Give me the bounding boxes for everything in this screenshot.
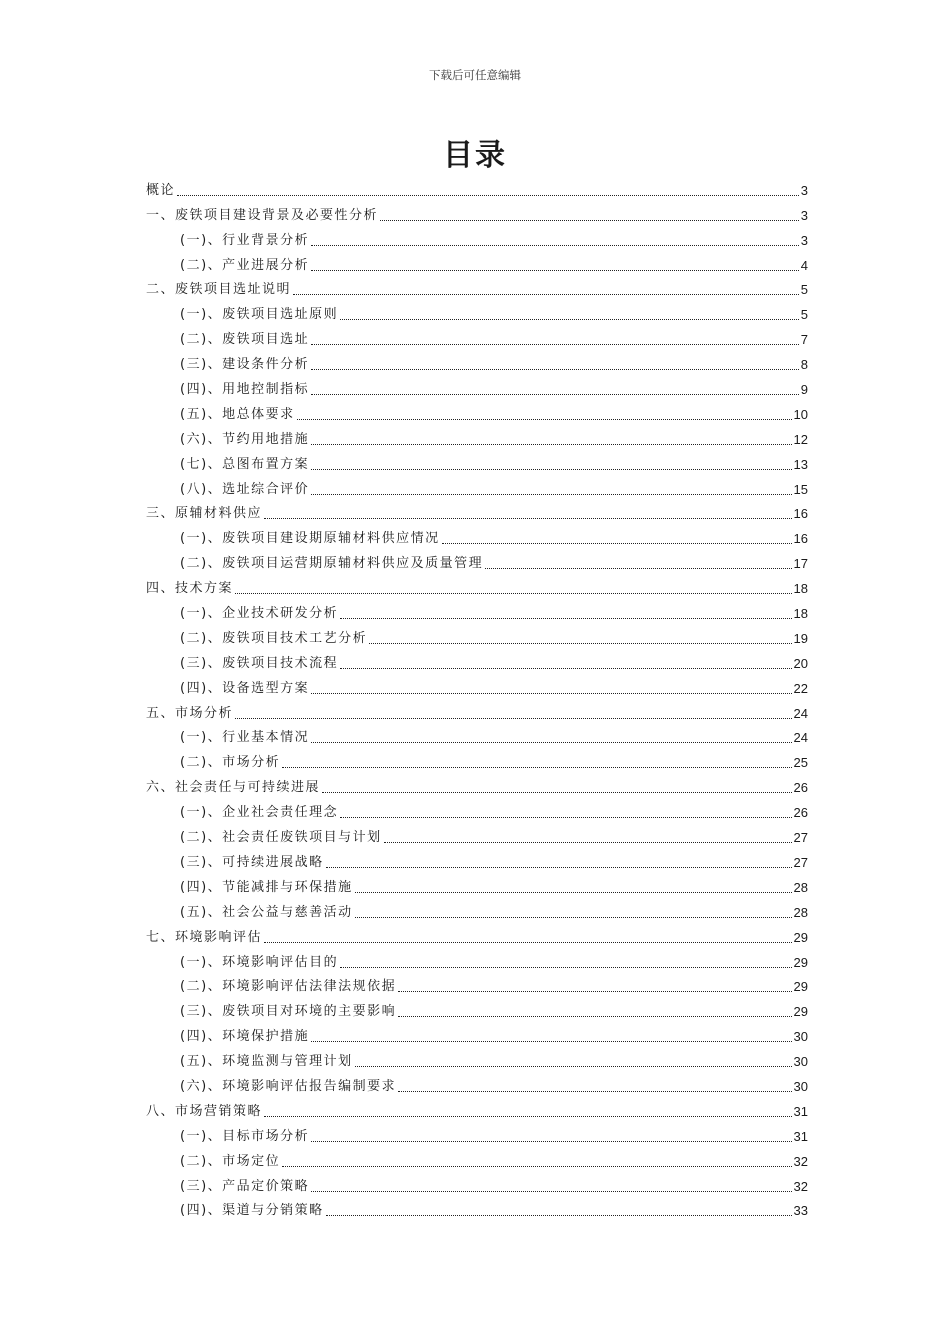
- toc-dot-leader: [340, 817, 791, 818]
- toc-dot-leader: [384, 842, 792, 843]
- toc-dot-leader: [340, 319, 799, 320]
- toc-entry-label: (一)、企业社会责任理念: [180, 805, 339, 821]
- toc-entry-page: 26: [793, 805, 808, 821]
- toc-entry[interactable]: [146, 1120, 808, 1145]
- toc-entry-label: (二)、市场定位: [180, 1153, 281, 1169]
- toc-entry-label: (二)、社会责任废铁项目与计划: [180, 830, 382, 846]
- toc-entry[interactable]: [146, 1070, 808, 1095]
- toc-entry-page: 22: [793, 680, 808, 696]
- toc-entry[interactable]: [146, 971, 808, 996]
- toc-dot-leader: [355, 892, 792, 893]
- toc-entry-label: (四)、用地控制指标: [180, 382, 310, 398]
- toc-dot-leader: [311, 1191, 791, 1192]
- toc-dot-leader: [311, 469, 791, 470]
- toc-dot-leader: [264, 942, 792, 943]
- toc-entry-page: 30: [793, 1029, 808, 1045]
- toc-entry-page: 26: [793, 780, 808, 796]
- toc-dot-leader: [297, 419, 792, 420]
- toc-entry[interactable]: [146, 946, 808, 971]
- toc-entry-label: (一)、废铁项目选址原则: [180, 307, 339, 323]
- toc-entry[interactable]: [146, 298, 808, 323]
- toc-entry-page: 3: [800, 207, 808, 223]
- toc-entry[interactable]: [146, 746, 808, 771]
- toc-entry-page: 3: [800, 232, 808, 248]
- toc-entry-label: (八)、选址综合评价: [180, 481, 310, 497]
- toc-entry-label: (三)、废铁项目技术流程: [180, 655, 339, 671]
- toc-entry-page: 13: [793, 456, 808, 472]
- toc-entry[interactable]: [146, 921, 808, 946]
- toc-entry-label: 七、环境影响评估: [146, 929, 263, 945]
- toc-entry-label: (四)、设备选型方案: [180, 680, 310, 696]
- toc-entry[interactable]: [146, 348, 808, 373]
- toc-entry-page: 30: [793, 1078, 808, 1094]
- toc-dot-leader: [326, 1215, 792, 1216]
- toc-entry[interactable]: [146, 1095, 808, 1120]
- toc-entry-page: 24: [793, 730, 808, 746]
- toc-entry[interactable]: [146, 1145, 808, 1170]
- toc-entry[interactable]: [146, 572, 808, 597]
- toc-entry-page: 9: [800, 382, 808, 398]
- toc-entry-label: (五)、环境监测与管理计划: [180, 1054, 353, 1070]
- toc-dot-leader: [311, 494, 791, 495]
- toc-entry-page: 5: [800, 307, 808, 323]
- toc-entry-page: 8: [800, 357, 808, 373]
- toc-entry-page: 29: [793, 954, 808, 970]
- toc-dot-leader: [293, 294, 799, 295]
- toc-entry[interactable]: [146, 473, 808, 498]
- toc-entry-label: (四)、环境保护措施: [180, 1029, 310, 1045]
- toc-dot-leader: [235, 593, 792, 594]
- toc-entry-page: 30: [793, 1054, 808, 1070]
- toc-entry-label: (三)、可持续进展战略: [180, 854, 324, 870]
- toc-entry[interactable]: [146, 995, 808, 1020]
- toc-dot-leader: [355, 1066, 792, 1067]
- toc-dot-leader: [311, 394, 799, 395]
- toc-entry[interactable]: [146, 846, 808, 871]
- toc-entry-label: (七)、总图布置方案: [180, 456, 310, 472]
- toc-entry-page: 17: [793, 556, 808, 572]
- toc-entry[interactable]: [146, 821, 808, 846]
- toc-dot-leader: [340, 668, 791, 669]
- toc-entry[interactable]: [146, 697, 808, 722]
- toc-dot-leader: [398, 991, 791, 992]
- toc-entry-page: 10: [793, 406, 808, 422]
- toc-dot-leader: [355, 917, 792, 918]
- toc-entry[interactable]: [146, 1195, 808, 1220]
- toc-entry[interactable]: [146, 274, 808, 299]
- toc-entry-page: 33: [793, 1203, 808, 1219]
- toc-entry[interactable]: [146, 398, 808, 423]
- toc-entry-label: (一)、企业技术研发分析: [180, 606, 339, 622]
- toc-entry[interactable]: [146, 597, 808, 622]
- toc-entry-page: 15: [793, 481, 808, 497]
- toc-entry[interactable]: [146, 622, 808, 647]
- toc-entry[interactable]: [146, 522, 808, 547]
- toc-entry-label: (一)、行业基本情况: [180, 730, 310, 746]
- toc-dot-leader: [177, 195, 799, 196]
- toc-entry-label: (三)、建设条件分析: [180, 357, 310, 373]
- toc-entry-label: (六)、环境影响评估报告编制要求: [180, 1078, 397, 1094]
- toc-entry[interactable]: [146, 1045, 808, 1070]
- toc-entry-page: 28: [793, 879, 808, 895]
- toc-dot-leader: [380, 220, 799, 221]
- toc-entry-label: 五、市场分析: [146, 705, 234, 721]
- toc-dot-leader: [311, 344, 799, 345]
- toc-dot-leader: [311, 245, 799, 246]
- toc-entry-label: (一)、行业背景分析: [180, 232, 310, 248]
- toc-entry-page: 16: [793, 506, 808, 522]
- toc-entry-page: 32: [793, 1178, 808, 1194]
- toc-dot-leader: [311, 1141, 791, 1142]
- toc-entry-label: 一、废铁项目建设背景及必要性分析: [146, 207, 379, 223]
- toc-entry[interactable]: [146, 249, 808, 274]
- toc-entry[interactable]: [146, 647, 808, 672]
- toc-dot-leader: [340, 967, 791, 968]
- table-of-contents: [146, 174, 808, 1219]
- toc-dot-leader: [311, 369, 799, 370]
- toc-entry-label: (一)、废铁项目建设期原辅材料供应情况: [180, 531, 440, 547]
- toc-entry-label: 二、废铁项目选址说明: [146, 282, 292, 298]
- toc-entry-label: 四、技术方案: [146, 581, 234, 597]
- toc-entry-label: (四)、节能减排与环保措施: [180, 879, 353, 895]
- page-header: 下载后可任意编辑: [429, 68, 521, 82]
- toc-entry-label: (三)、废铁项目对环境的主要影响: [180, 1004, 397, 1020]
- toc-entry-label: 八、市场营销策略: [146, 1103, 263, 1119]
- toc-dot-leader: [311, 693, 791, 694]
- toc-entry-page: 31: [793, 1103, 808, 1119]
- toc-dot-leader: [311, 1041, 791, 1042]
- toc-entry[interactable]: [146, 672, 808, 697]
- toc-entry-page: 20: [793, 655, 808, 671]
- toc-dot-leader: [311, 270, 799, 271]
- toc-dot-leader: [485, 568, 791, 569]
- toc-entry-page: 5: [800, 282, 808, 298]
- toc-entry[interactable]: [146, 174, 808, 199]
- toc-entry-label: (五)、地总体要求: [180, 406, 295, 422]
- toc-dot-leader: [326, 867, 792, 868]
- toc-entry-page: 19: [793, 630, 808, 646]
- toc-dot-leader: [322, 792, 792, 793]
- toc-entry-label: (五)、社会公益与慈善活动: [180, 904, 353, 920]
- toc-dot-leader: [282, 767, 791, 768]
- toc-entry[interactable]: [146, 423, 808, 448]
- toc-entry-page: 29: [793, 929, 808, 945]
- toc-dot-leader: [340, 618, 791, 619]
- toc-entry[interactable]: [146, 896, 808, 921]
- toc-entry[interactable]: [146, 498, 808, 523]
- toc-entry-label: 三、原辅材料供应: [146, 506, 263, 522]
- toc-entry-page: 18: [793, 581, 808, 597]
- toc-entry-page: 24: [793, 705, 808, 721]
- toc-entry-page: 7: [800, 332, 808, 348]
- toc-entry-page: 18: [793, 606, 808, 622]
- toc-entry-label: (三)、产品定价策略: [180, 1178, 310, 1194]
- toc-entry-page: 27: [793, 854, 808, 870]
- toc-entry-label: (二)、产业进展分析: [180, 257, 310, 273]
- toc-entry[interactable]: [146, 323, 808, 348]
- toc-entry-label: (二)、环境影响评估法律法规依据: [180, 979, 397, 995]
- toc-entry-page: 31: [793, 1128, 808, 1144]
- toc-entry-label: (四)、渠道与分销策略: [180, 1203, 324, 1219]
- toc-entry-label: 六、社会责任与可持续进展: [146, 780, 321, 796]
- toc-entry-page: 27: [793, 830, 808, 846]
- toc-entry[interactable]: [146, 871, 808, 896]
- toc-entry-label: (二)、废铁项目选址: [180, 332, 310, 348]
- toc-dot-leader: [235, 718, 792, 719]
- toc-entry-label: 概论: [146, 182, 176, 198]
- toc-entry-label: (一)、目标市场分析: [180, 1128, 310, 1144]
- toc-entry[interactable]: [146, 1170, 808, 1195]
- toc-dot-leader: [311, 444, 791, 445]
- toc-dot-leader: [282, 1166, 791, 1167]
- toc-dot-leader: [398, 1016, 791, 1017]
- toc-entry[interactable]: [146, 722, 808, 747]
- toc-dot-leader: [369, 643, 791, 644]
- toc-entry-page: 29: [793, 1004, 808, 1020]
- toc-entry[interactable]: [146, 796, 808, 821]
- toc-entry-page: 25: [793, 755, 808, 771]
- toc-entry-label: (二)、市场分析: [180, 755, 281, 771]
- toc-entry-label: (二)、废铁项目技术工艺分析: [180, 630, 368, 646]
- page-title: 目录: [443, 138, 507, 173]
- toc-entry-label: (一)、环境影响评估目的: [180, 954, 339, 970]
- toc-entry[interactable]: [146, 373, 808, 398]
- toc-dot-leader: [264, 1116, 792, 1117]
- toc-entry-label: (二)、废铁项目运营期原辅材料供应及质量管理: [180, 556, 484, 572]
- toc-entry[interactable]: [146, 1020, 808, 1045]
- toc-entry[interactable]: [146, 547, 808, 572]
- toc-dot-leader: [264, 518, 792, 519]
- toc-dot-leader: [442, 543, 792, 544]
- toc-entry-page: 28: [793, 904, 808, 920]
- toc-entry-label: (六)、节约用地措施: [180, 431, 310, 447]
- toc-entry-page: 3: [800, 182, 808, 198]
- toc-entry-page: 12: [793, 431, 808, 447]
- toc-dot-leader: [311, 742, 791, 743]
- toc-entry-page: 32: [793, 1153, 808, 1169]
- toc-entry[interactable]: [146, 771, 808, 796]
- toc-entry-page: 16: [793, 531, 808, 547]
- toc-entry[interactable]: [146, 199, 808, 224]
- toc-dot-leader: [398, 1091, 791, 1092]
- toc-entry-page: 29: [793, 979, 808, 995]
- toc-entry[interactable]: [146, 224, 808, 249]
- toc-entry-page: 4: [800, 257, 808, 273]
- toc-entry[interactable]: [146, 448, 808, 473]
